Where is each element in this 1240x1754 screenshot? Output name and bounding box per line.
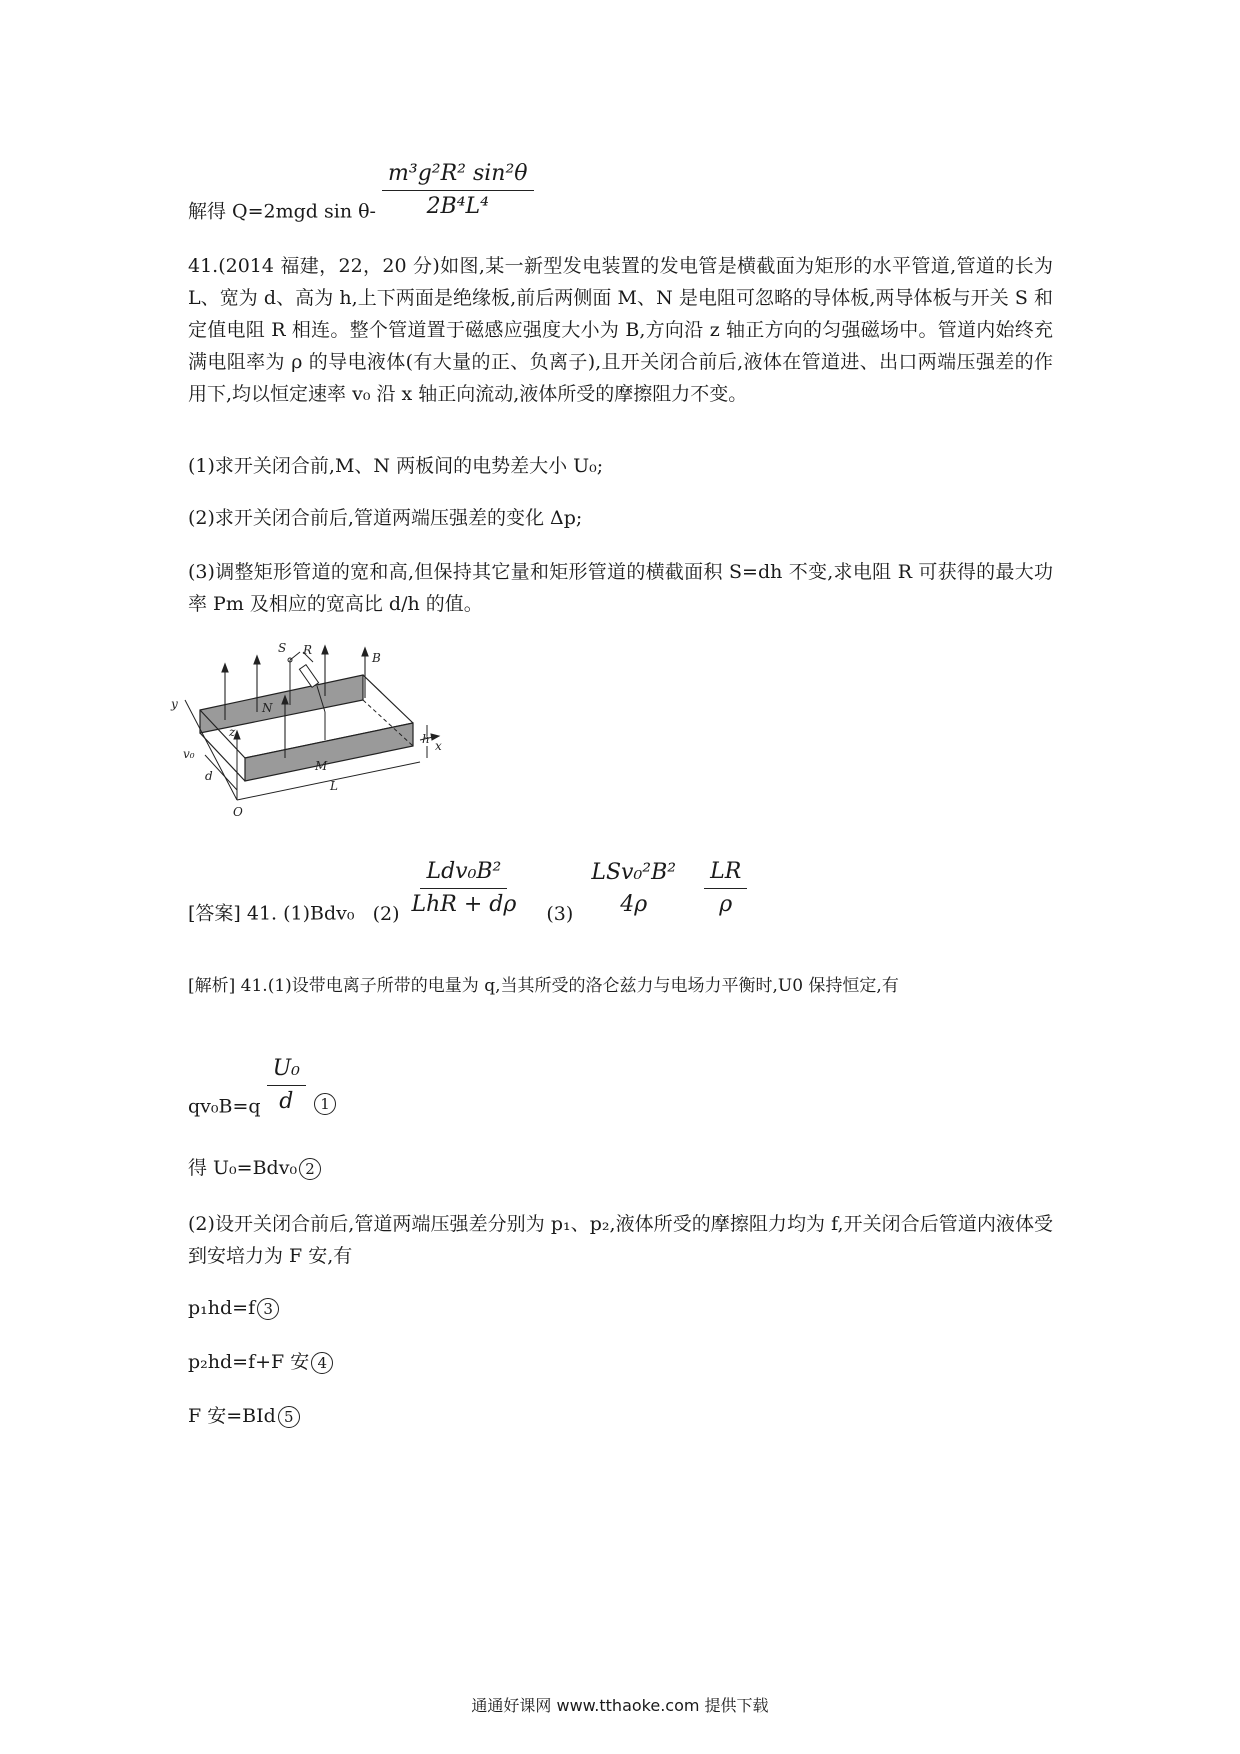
- label-l: L: [330, 779, 338, 793]
- equation-2: [188, 1152, 321, 1184]
- equation-4: [188, 1346, 333, 1378]
- question-3: (3)调整矩形管道的宽和高,但保持其它量和矩形管道的横截面积 S=dh 不变,求电阻 R 可获得的最大功率 Pm 及相应的宽高比 d/h 的值。: [188, 561, 1053, 615]
- question-2: (2)求开关闭合前后,管道两端压强差的变化 Δp;: [188, 507, 583, 529]
- result-prefix: 解得 Q=2mgd sin θ-: [188, 200, 376, 223]
- equation-2-text: 得 U₀=Bdv₀: [188, 1157, 298, 1179]
- answer-fraction-3-numerator: LSv₀²B²: [591, 859, 677, 885]
- equation-5-text: F 安=BId: [188, 1405, 276, 1427]
- result-equation: [188, 160, 534, 228]
- question-1: (1)求开关闭合前,M、N 两板间的电势差大小 U₀;: [188, 455, 604, 477]
- equation-1-denominator: d: [279, 1089, 294, 1114]
- label-n: N: [262, 701, 273, 715]
- equation-3-tag: 3: [257, 1298, 279, 1320]
- answer-part3-label: (3): [546, 902, 574, 925]
- label-s: S: [278, 641, 287, 655]
- answer-fraction-2: [406, 858, 523, 919]
- equation-5-tag: 5: [278, 1406, 300, 1428]
- result-fraction-numerator: m³g²R² sin²θ: [382, 160, 534, 191]
- label-d: d: [205, 769, 213, 783]
- answer-fraction-3-denominator: 4ρ: [620, 891, 648, 917]
- equation-1-fraction: [267, 1055, 306, 1116]
- answer-line: [188, 858, 747, 930]
- label-m: M: [315, 759, 328, 773]
- label-x: x: [435, 739, 442, 753]
- label-r: R: [303, 643, 313, 657]
- answer-part2-label: (2): [372, 902, 400, 925]
- page-footer: 通通好课网 www.tthaoke.com 提供下载: [471, 1696, 769, 1715]
- result-fraction: [382, 160, 534, 221]
- equation-3: [188, 1292, 279, 1324]
- equation-1-text: qv₀B=q: [188, 1095, 261, 1118]
- equation-1-numerator: U₀: [267, 1055, 306, 1086]
- equation-5: [188, 1400, 300, 1432]
- equation-1-tag: 1: [314, 1093, 336, 1115]
- analysis-part-2: (2)设开关闭合前后,管道两端压强差分别为 p₁、p₂,液体所受的摩擦阻力均为 f,开关闭合后管道内液体受到安培力为 F 安,有: [188, 1213, 1053, 1267]
- equation-2-tag: 2: [299, 1158, 321, 1180]
- answer-fraction-3: [585, 859, 682, 919]
- answer-fraction-4-numerator: LR: [704, 858, 747, 889]
- answer-fraction-4: [704, 858, 747, 919]
- answer-prefix: [答案] 41. (1)Bdv₀: [188, 902, 355, 925]
- equation-4-tag: 4: [311, 1352, 333, 1374]
- equation-4-text: p₂hd=f+F 安: [188, 1351, 310, 1373]
- label-o: O: [233, 805, 243, 819]
- equation-3-text: p₁hd=f: [188, 1297, 256, 1319]
- label-b: B: [372, 651, 381, 665]
- pipe-diagram: [165, 640, 450, 835]
- label-h: h: [422, 732, 430, 746]
- label-v0: v₀: [183, 747, 195, 761]
- equation-1: [188, 1055, 336, 1123]
- label-y: y: [171, 697, 178, 711]
- problem-statement: 41.(2014 福建，22，20 分)如图,某一新型发电装置的发电管是横截面为矩形的水平管道,管道的长为 L、宽为 d、高为 h,上下两面是绝缘板,前后两侧面 M、N 是电阻可忽略的导体板,两导体板与开关 S 和定值电阻 R 相连。整个管道置于磁感应强度大小为 B,方向沿 z 轴正方向的匀强磁场中。管道内始终充满电阻率为 ρ 的导电液体(有大量的正、负离子),且开关闭合前后,液体在管道进、出口两端压强差的作用下,均以恒定速率 v₀ 沿 x 轴正向流动,液体所受的摩擦阻力不变。: [188, 255, 1053, 405]
- answer-fraction-4-denominator: ρ: [719, 892, 733, 917]
- result-fraction-denominator: 2B⁴L⁴: [426, 194, 489, 219]
- answer-fraction-2-denominator: LhR + dρ: [411, 892, 517, 917]
- analysis-intro: [解析] 41.(1)设带电离子所带的电量为 q,当其所受的洛仑兹力与电场力平衡时,U0 保持恒定,有: [188, 976, 899, 996]
- answer-fraction-2-numerator: Ldv₀B²: [420, 858, 507, 889]
- label-z: z: [229, 725, 236, 739]
